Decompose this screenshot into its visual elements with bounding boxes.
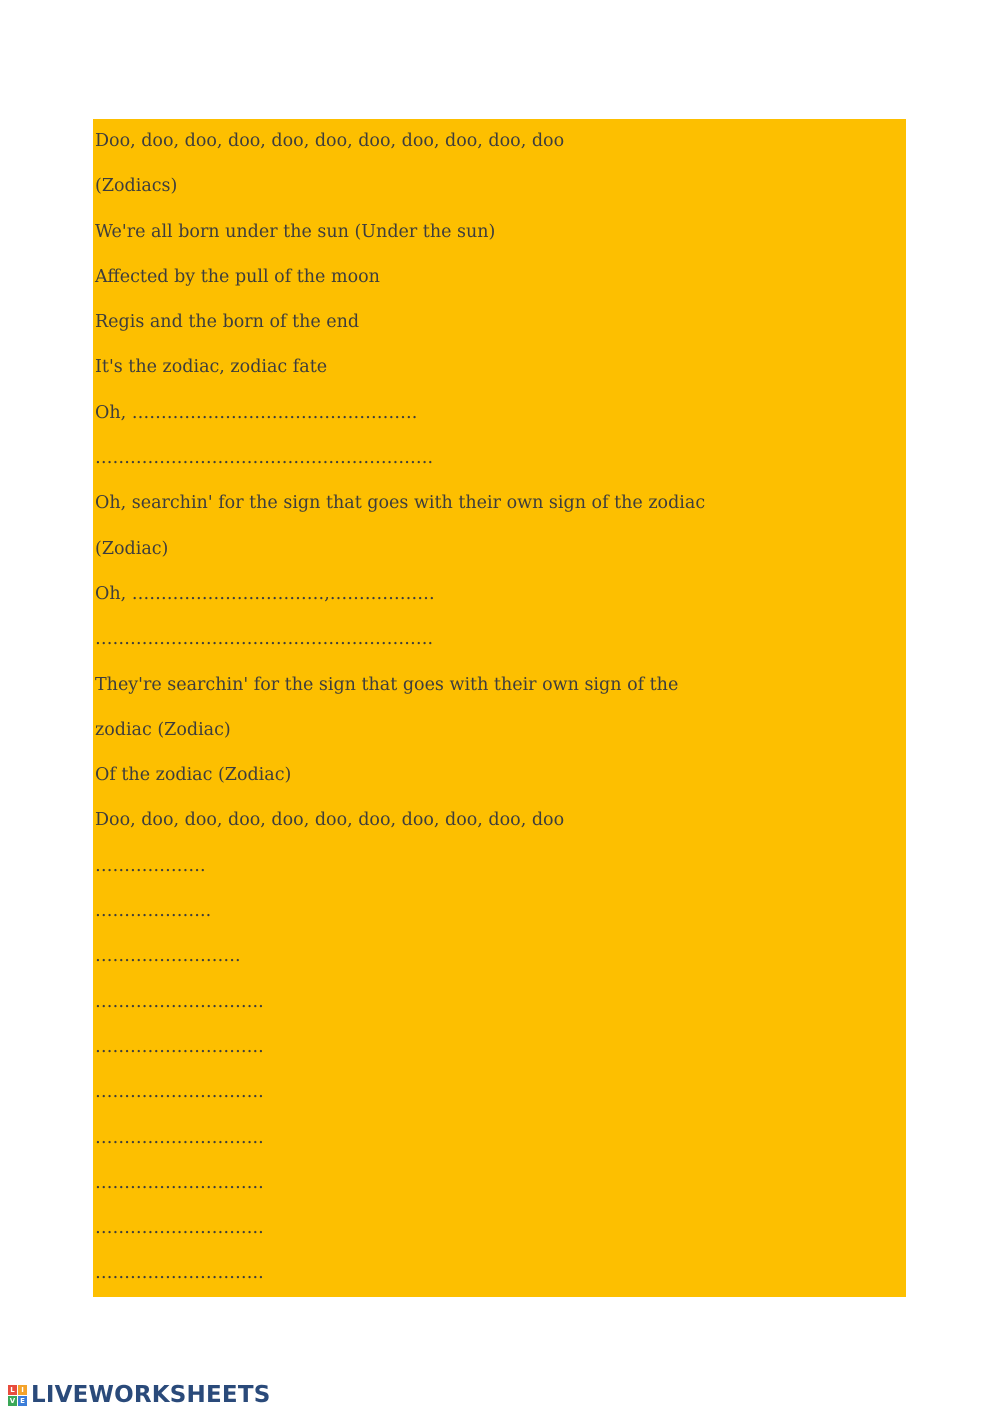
fill-in-line: ………………………..: [95, 1036, 264, 1057]
lyric-line: Doo, doo, doo, doo, doo, doo, doo, doo, doo, doo, doo: [95, 131, 565, 151]
lyric-line: (Zodiacs): [95, 176, 178, 197]
fill-in-line: ………………………..: [95, 1263, 264, 1284]
fill-in-line: ………………..: [95, 901, 212, 922]
fill-in-line: ……………….: [95, 855, 206, 876]
fill-in-line: ………………………..: [95, 1127, 264, 1148]
fill-in-line: Oh, ……………………………,………………: [95, 583, 435, 604]
logo-icon: [8, 1385, 27, 1406]
logo-cell: E: [18, 1396, 27, 1406]
lyrics-list: [95, 127, 895, 1305]
fill-in-line: …………………….: [95, 946, 241, 967]
fill-in-line: ………………………………………………….: [95, 448, 434, 469]
logo-cell: L: [8, 1385, 17, 1395]
liveworksheets-logo: [8, 1378, 270, 1412]
worksheet-panel: [93, 119, 906, 1297]
brand-name: LIVEWORKSHEETS: [31, 1382, 271, 1408]
fill-in-line: Oh, ………………………………………….: [95, 402, 418, 423]
fill-in-line: ………………………………………………….: [95, 629, 434, 650]
fill-in-line: ………………………..: [95, 1218, 264, 1239]
lyric-line: Affected by the pull of the moon: [95, 266, 380, 287]
lyric-line: They're searchin' for the sign that goes with their own sign of the: [95, 674, 679, 695]
lyric-line: It's the zodiac, zodiac fate: [95, 357, 328, 378]
lyric-line: (Zodiac): [95, 538, 169, 559]
fill-in-line: ………………………..: [95, 991, 264, 1012]
logo-cell: V: [9, 1396, 16, 1405]
lyric-line: Regis and the born of the end: [95, 312, 360, 333]
lyric-line: Oh, searchin' for the sign that goes with their own sign of the zodiac: [95, 493, 706, 514]
fill-in-line: ………………………..: [95, 1082, 264, 1103]
lyric-line: Of the zodiac (Zodiac): [95, 765, 292, 786]
fill-in-line: ………………………..: [95, 1172, 264, 1193]
lyric-line: We're all born under the sun (Under the sun): [95, 221, 496, 242]
lyric-line: zodiac (Zodiac): [95, 719, 231, 740]
logo-cell: I: [18, 1385, 27, 1395]
lyric-line: Doo, doo, doo, doo, doo, doo, doo, doo, doo, doo, doo: [95, 810, 565, 831]
